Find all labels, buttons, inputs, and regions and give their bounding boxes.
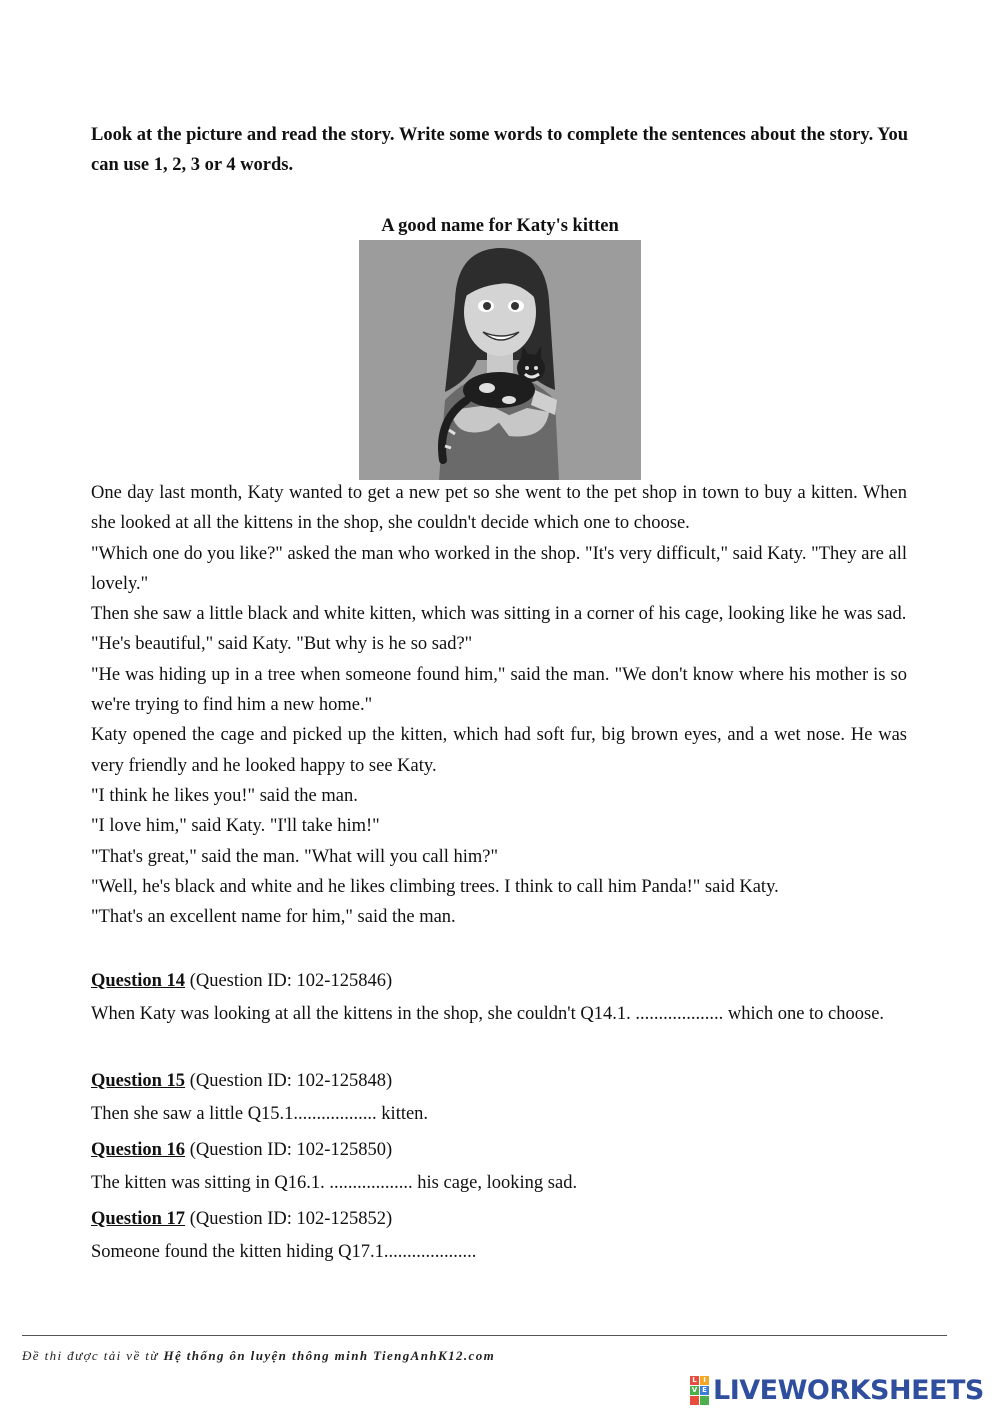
question-sentence[interactable]: When Katy was looking at all the kittens in the shop, she couldn't Q14.1. ................... which one to choose. [91,1004,885,1024]
question-label: Question 14 [91,971,186,991]
question-14 [91,967,907,1029]
footer-source [22,1348,495,1364]
question-heading [91,1067,907,1095]
logo-tile [690,1396,699,1405]
footer-divider [22,1335,947,1336]
question-16 [91,1136,907,1198]
question-sentence[interactable]: Someone found the kitten hiding Q17.1.................... [91,1242,477,1262]
story-paragraph: "Well, he's black and white and he likes climbing trees. I think to call him Panda!" said Katy. [91,876,779,897]
story-paragraph: "He was hiding up in a tree when someone found him," said the man. "We don't know where his mother is so we're trying to find him a new home." [91,664,907,716]
story-paragraph: "I think he likes you!" said the man. [91,785,358,806]
question-label: Question 16 [91,1140,186,1160]
story-title: A good name for Katy's kitten [381,216,619,236]
question-heading [91,967,907,995]
story-text [91,478,907,932]
story-paragraph: "Which one do you like?" asked the man who worked in the shop. "It's very difficult," said Katy. "They are all lovely." [91,543,907,594]
question-heading [91,1136,907,1164]
instructions: Look at the picture and read the story. Write some words to complete the sentences about the story. You can use 1, 2, 3 or 4 words. [91,125,909,175]
liveworksheets-logo[interactable] [690,1374,984,1406]
question-id: (Question ID: 102-125848) [189,1071,393,1091]
story-picture [359,240,641,480]
story-paragraph: "He's beautiful," said Katy. "But why is he so sad?" [91,634,473,655]
logo-tile: V [691,1385,698,1394]
question-id: (Question ID: 102-125850) [189,1140,393,1160]
logo-tile: I [700,1376,709,1385]
footer-source-name: Hệ thống ôn luyện thông minh TiengAnhK12.com [163,1348,496,1363]
question-id: (Question ID: 102-125852) [189,1209,393,1229]
question-id: (Question ID: 102-125846) [189,971,393,991]
question-sentence[interactable]: The kitten was sitting in Q16.1. .................. his cage, looking sad. [91,1173,578,1193]
logo-tile: L [690,1376,699,1385]
question-label: Question 17 [91,1209,186,1229]
logo-tile: E [700,1386,709,1395]
logo-tile [700,1396,709,1405]
liveworksheets-logo-icon [690,1376,709,1405]
story-paragraph: Katy opened the cage and picked up the kitten, which had soft fur, big brown eyes, and a wet nose. He was very friendly and he looked happy to see Katy. [91,725,907,776]
story-paragraph: "I love him," said Katy. "I'll take him!" [91,816,380,837]
story-paragraph: One day last month, Katy wanted to get a new pet so she went to the pet shop in town to buy a kitten. When she looked at all the kittens in the shop, she couldn't decide which one to choose. [91,483,907,534]
girl-holding-kitten-icon [359,240,641,480]
question-15 [91,1067,907,1129]
story-paragraph: "That's great," said the man. "What will you call him?" [91,846,499,867]
footer-source-prefix: Đề thi được tải về từ [22,1348,159,1363]
question-17 [91,1205,907,1267]
story-paragraph: Then she saw a little black and white kitten, which was sitting in a corner of his cage, looking like he was sad. [91,604,907,625]
story-paragraph: "That's an excellent name for him," said the man. [91,907,456,928]
question-heading [91,1205,907,1233]
question-label: Question 15 [91,1071,186,1091]
liveworksheets-wordmark: LIVEWORKSHEETS [713,1374,984,1406]
question-sentence[interactable]: Then she saw a little Q15.1.................. kitten. [91,1104,429,1124]
